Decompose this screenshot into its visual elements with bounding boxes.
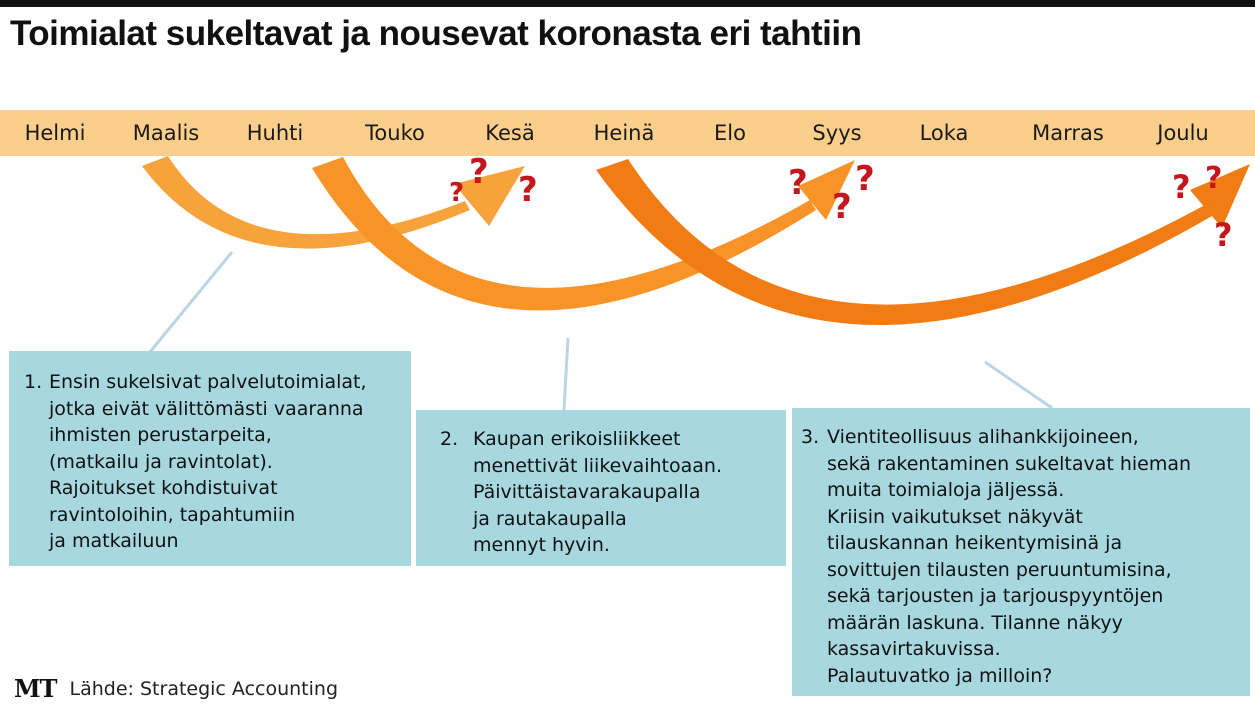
box-number: 3. — [801, 426, 820, 448]
month-label: Marras — [1032, 121, 1104, 145]
question-mark-icon: ? — [469, 152, 489, 192]
page-title: Toimialat sukeltavat ja nousevat koronasta eri tahtiin — [10, 14, 862, 53]
question-mark-icon: ? — [1172, 168, 1191, 206]
footer — [14, 674, 338, 704]
box-text: Kaupan erikoisliikkeet menettivät liikevaihtoaan. Päivittäistavarakaupalla ja rautakaupalla mennyt hyvin. — [473, 428, 722, 556]
month-label: Helmi — [24, 121, 86, 145]
box-text: Vientiteollisuus alihankkijoineen, sekä rakentaminen sukeltavat hieman muita toimialoja jäljessä. Kriisin vaikutukset näkyvät tilauskannan heikentymisinä ja sovittujen tilausten peruuntumisina, sekä tarjousten ja tarjouspyyntöjen määrän laskuna. Tilanne näkyy kassavirtakuvissa. Palautuvatko ja milloin? — [827, 426, 1192, 687]
arc-arrow-3 — [596, 159, 1212, 325]
month-label: Maalis — [132, 121, 200, 145]
connector-line — [150, 252, 232, 352]
month-label: Kesä — [485, 121, 535, 145]
info-box-3 — [792, 408, 1250, 696]
question-mark-icon: ? — [449, 178, 465, 208]
arc-arrow-1 — [142, 156, 470, 249]
question-mark-icon: ? — [1205, 161, 1223, 196]
month-label: Joulu — [1157, 121, 1209, 145]
info-box-1 — [9, 351, 411, 566]
month-label: Syys — [812, 121, 862, 145]
question-mark-icon: ? — [518, 170, 538, 210]
month-label: Touko — [365, 121, 425, 145]
question-mark-icon: ? — [855, 159, 875, 199]
month-label: Elo — [714, 121, 746, 145]
connector-line — [564, 338, 568, 410]
arrowhead-icon — [454, 166, 525, 226]
month-label: Heinä — [593, 121, 655, 145]
connector-line — [985, 362, 1052, 408]
box-text: Ensin sukelsivat palvelutoimialat, jotka eivät välittömästi vaaranna ihmisten perustarpeita, (matkailu ja ravintolat). Rajoitukset kohdistuivat ravintoloihin, tapahtumiin ja matkailuun — [49, 371, 367, 552]
month-label: Loka — [919, 121, 969, 145]
source-text: Lähde: Strategic Accounting — [69, 677, 339, 700]
question-mark-icon: ? — [832, 187, 852, 227]
box-number: 1. — [24, 371, 43, 393]
box-number: 2. — [440, 428, 459, 450]
mt-logo: MT — [14, 674, 57, 703]
question-mark-icon: ? — [788, 163, 808, 203]
question-mark-icon: ? — [1214, 216, 1233, 254]
month-label: Huhti — [246, 121, 304, 145]
info-box-2 — [416, 410, 786, 566]
